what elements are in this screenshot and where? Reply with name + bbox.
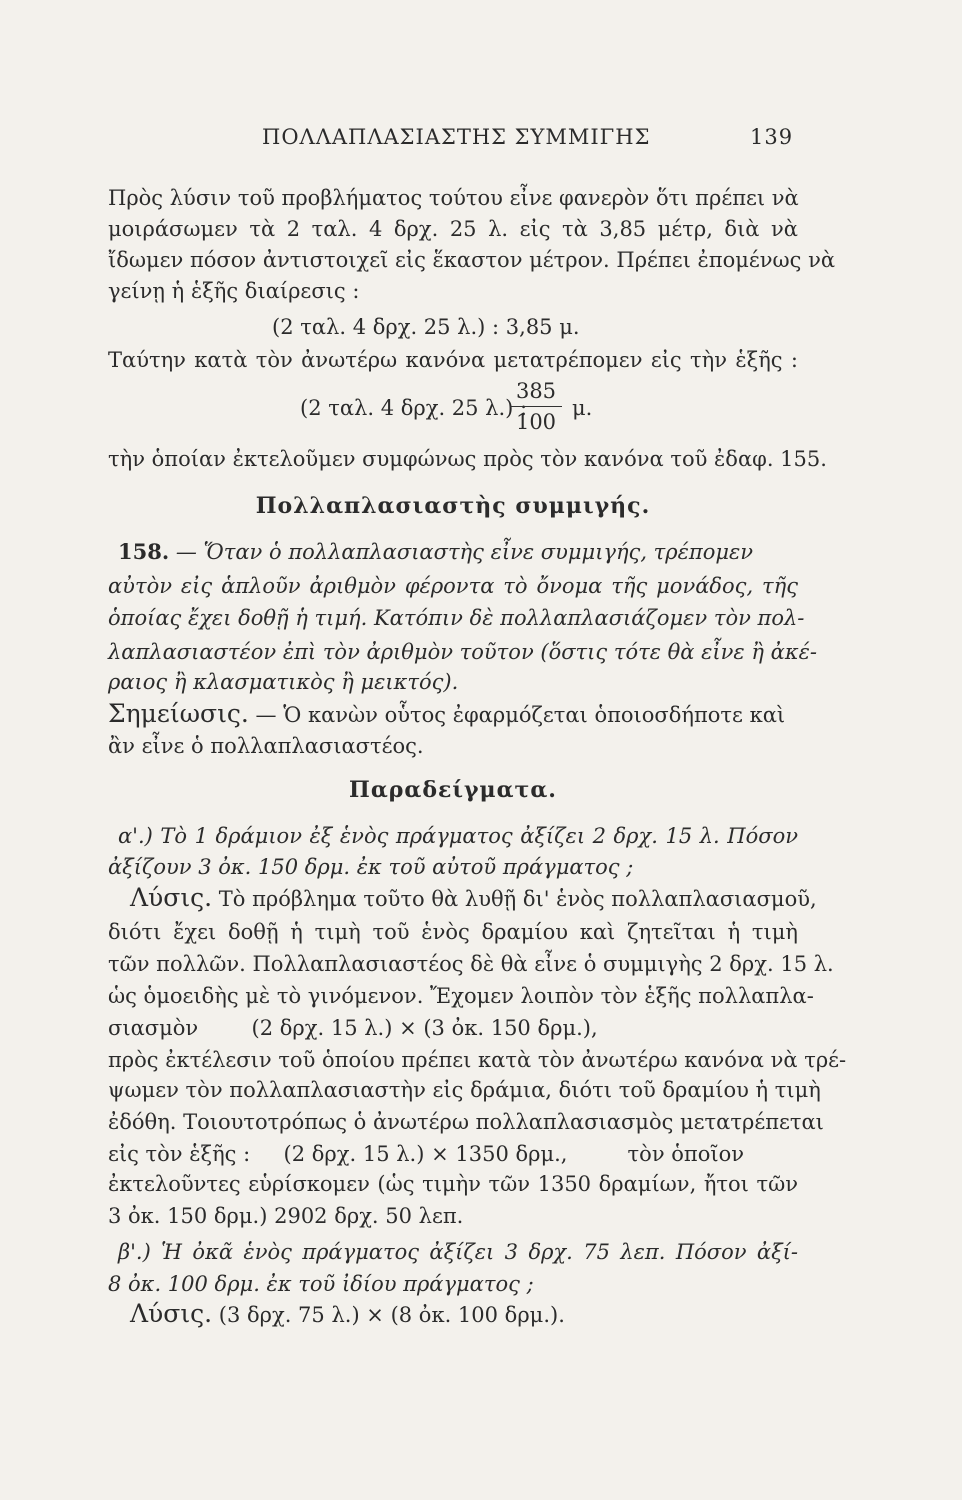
note-line: [108, 700, 798, 729]
fraction-bar: [510, 406, 562, 407]
text-line: διότι ἔχει δοθῇ ἡ τιμὴ τοῦ ἑνὸς δραμίου καὶ ζητεῖται ἡ τιμὴ: [108, 920, 798, 944]
paragraph-number: 158.: [118, 539, 170, 564]
solution-label: Λύσις.: [130, 1299, 213, 1328]
formula-left: (2 ταλ. 4 δρχ. 25 λ.) :: [300, 396, 528, 420]
formula-unit: μ.: [572, 396, 593, 420]
text-line: Πρὸς λύσιν τοῦ προβλήματος τούτου εἶνε φανερὸν ὅτι πρέπει νὰ: [108, 186, 799, 210]
formula-division: (2 ταλ. 4 δρχ. 25 λ.) : 3,85 μ.: [272, 315, 580, 339]
text-line: λαπλασιαστέον ἐπὶ τὸν ἀριθμὸν τοῦτον (ὅστις τότε θὰ εἶνε ἢ ἀκέ-: [108, 640, 817, 664]
text-line: ψωμεν τὸν πολλαπλασιαστὴν εἰς δράμια, διότι τοῦ δραμίου ἡ τιμὴ: [108, 1078, 821, 1102]
text-line: ραιος ἢ κλασματικὸς ἢ μεικτός).: [108, 670, 459, 694]
text-line: ὡς ὁμοειδὴς μὲ τὸ γινόμενον. Ἔχομεν λοιπὸν τὸν ἑξῆς πολλαπλα-: [108, 984, 814, 1008]
fraction-numerator: 385: [515, 379, 557, 403]
text-line: ἐκτελοῦντες εὑρίσκομεν (ὡς τιμὴν τῶν 1350 δραμίων, ἤτοι τῶν: [108, 1172, 798, 1196]
solution-line: [130, 883, 817, 913]
text-line: σιασμὸν (2 δρχ. 15 λ.) × (3 ὀκ. 150 δρμ.),: [108, 1016, 598, 1040]
text-line: τὴν ὁποίαν ἐκτελοῦμεν συμφώνως πρὸς τὸν κανόνα τοῦ ἐδαφ. 155.: [108, 447, 827, 471]
example-line: 8 ὀκ. 100 δρμ. ἐκ τοῦ ἰδίου πράγματος ;: [108, 1272, 534, 1296]
paragraph-first-line: [118, 538, 798, 566]
text-line: ἴδωμεν πόσον ἀντιστοιχεῖ εἰς ἕκαστον μέτρον. Πρέπει ἐπομένως νὰ: [108, 248, 836, 272]
note-label: Σημείωσις.: [108, 699, 249, 728]
solution-text: (3 δρχ. 75 λ.) × (8 ὀκ. 100 δρμ.).: [218, 1303, 565, 1327]
example-line: α'.) Τὸ 1 δράμιον ἐξ ἑνὸς πράγματος ἀξίζει 2 δρχ. 15 λ. Πόσον: [118, 824, 798, 848]
text-line: ὁποίας ἔχει δοθῇ ἡ τιμή. Κατόπιν δὲ πολλαπλασιάζομεν τὸν πολ-: [108, 606, 805, 630]
example-line: ἀξίζουν 3 ὀκ. 150 δρμ. ἐκ τοῦ αὐτοῦ πράγματος ;: [108, 855, 634, 879]
fraction-denominator: 100: [515, 410, 557, 434]
text-line: πρὸς ἐκτέλεσιν τοῦ ὁποίου πρέπει κατὰ τὸν ἀνωτέρω κανόνα νὰ τρέ-: [108, 1048, 847, 1072]
text-line: ἐδόθη. Τοιουτοτρόπως ὁ ἀνωτέρω πολλαπλασιασμὸς μετατρέπεται: [108, 1110, 824, 1134]
text-line: ἂν εἶνε ὁ πολλαπλασιαστέος.: [108, 734, 424, 758]
example-line: β'.) Ἡ ὀκᾶ ἑνὸς πράγματος ἀξίζει 3 δρχ. 75 λεπ. Πόσον ἀξί-: [118, 1240, 798, 1264]
text-line: τῶν πολλῶν. Πολλαπλασιαστέος δὲ θὰ εἶνε ὁ συμμιγὴς 2 δρχ. 15 λ.: [108, 952, 834, 976]
solution-label: Λύσις.: [130, 883, 213, 912]
text-line: εἰς τὸν ἑξῆς : (2 δρχ. 15 λ.) × 1350 δρμ., τὸν ὁποῖον: [108, 1142, 744, 1166]
text-line: γείνῃ ἡ ἑξῆς διαίρεσις :: [108, 279, 360, 303]
section-heading: Παραδείγματα.: [349, 777, 557, 803]
page-number: 139: [750, 125, 794, 149]
paragraph-text: — Ὅταν ὁ πολλαπλασιαστὴς εἶνε συμμιγής, τρέπομεν: [175, 540, 754, 564]
note-text: — Ὁ κανὼν οὗτος ἐφαρμόζεται ὁποιοσδήποτε καὶ: [255, 703, 786, 727]
section-heading: Πολλαπλασιαστὴς συμμιγής.: [255, 493, 651, 519]
running-title: ΠΟΛΛΑΠΛΑΣΙΑΣΤΗΣ ΣΥΜΜΙΓΗΣ: [262, 125, 651, 149]
text-line: 3 ὀκ. 150 δρμ.) 2902 δρχ. 50 λεπ.: [108, 1204, 464, 1228]
fraction: [510, 378, 562, 435]
text-line: αὐτὸν εἰς ἁπλοῦν ἀριθμὸν φέροντα τὸ ὄνομα τῆς μονάδος, τῆς: [108, 574, 798, 598]
solution-text: Τὸ πρόβλημα τοῦτο θὰ λυθῇ δι' ἑνὸς πολλαπλασιασμοῦ,: [218, 887, 817, 911]
solution-line: [130, 1300, 798, 1329]
text-line: Ταύτην κατὰ τὸν ἀνωτέρω κανόνα μετατρέπομεν εἰς τὴν ἑξῆς :: [108, 348, 798, 372]
text-line: μοιράσωμεν τὰ 2 ταλ. 4 δρχ. 25 λ. εἰς τὰ 3,85 μέτρ, διὰ νὰ: [108, 217, 798, 241]
